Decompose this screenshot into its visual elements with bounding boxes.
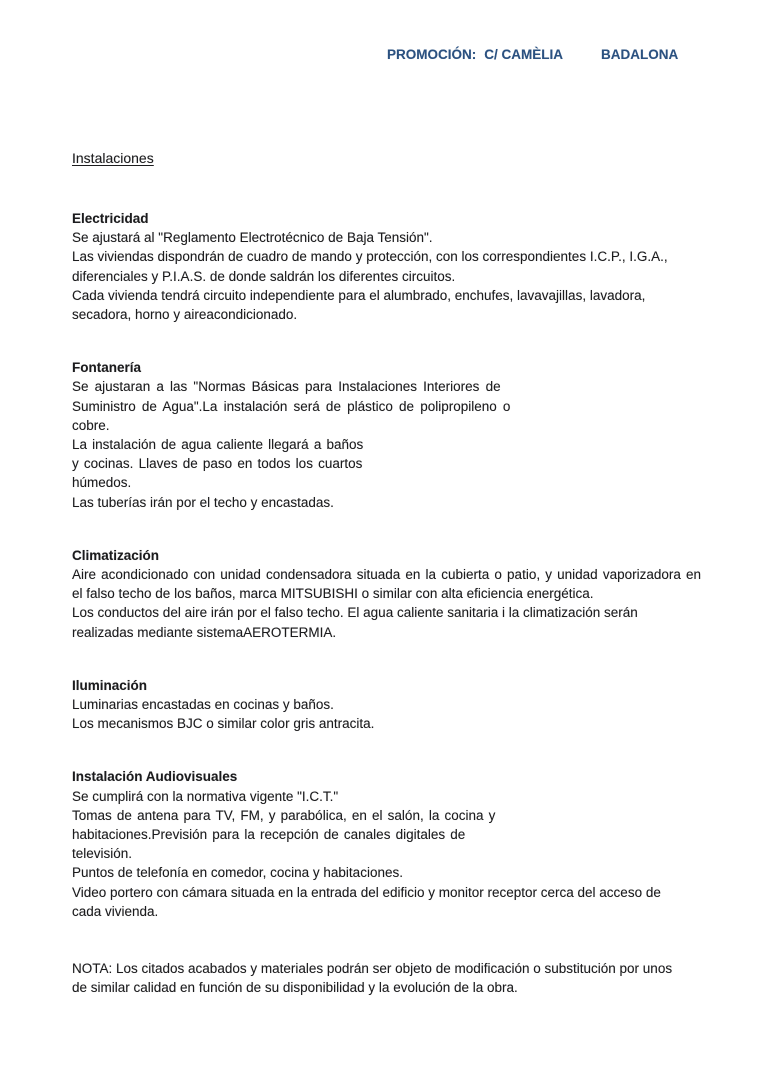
text-line: cada vivienda. [72,903,159,919]
text-line: el falso techo de los baños, marca MITSUBISHI o similar con alta eficiencia energética. [72,586,594,602]
promotion-label: PROMOCIÓN: [387,47,477,62]
text-line: Los mecanismos BJC o similar color gris antracita. [72,716,375,732]
text-line: Se cumplirá con la normativa vigente "I.C.T." [72,788,339,804]
document-title: Instalaciones [72,150,154,166]
section-instalacion-audiovisuales [72,767,745,921]
text-line: Las tuberías irán por el techo y encastadas. [72,494,334,510]
text-line: Se ajustará al "Reglamento Electrotécnico de Baja Tensión". [72,230,433,246]
text-line: televisión. [72,846,133,862]
section-electricidad [72,209,745,324]
text-line: diferenciales y P.I.A.S. de donde saldrán los diferentes circuitos. [72,268,456,284]
text-line: La instalación de agua caliente llegará a baños [72,437,364,453]
text-line: Los conductos del aire irán por el falso techo. El agua caliente sanitaria i la climatización serán [72,605,638,621]
text-line: NOTA: Los citados acabados y materiales podrán ser objeto de modificación o substitución por unos [72,961,673,977]
text-line: Cada vivienda tendrá circuito independiente para el alumbrado, enchufes, lavavajillas, lavadora, [72,287,646,303]
promotion-street: C/ CAMÈLIA [484,47,563,62]
section-iluminacion [72,676,745,734]
text-line: Puntos de telefonía en comedor, cocina y habitaciones. [72,865,403,881]
text-line: secadora, horno y aireacondicionado. [72,307,298,323]
document-header [387,46,745,63]
text-line: Luminarias encastadas en cocinas y baños. [72,697,334,713]
text-line: Suministro de Agua".La instalación será de plástico de polipropileno o [72,398,511,414]
text-line: Aire acondicionado con unidad condensadora situada en la cubierta o patio, y unidad vaporizadora en [72,567,702,583]
section-heading: Electricidad [72,211,149,226]
text-line: de similar calidad en función de su disponibilidad y la evolución de la obra. [72,980,518,996]
section-heading: Instalación Audiovisuales [72,769,238,785]
text-line: realizadas mediante sistemaAEROTERMIA. [72,624,337,640]
note-paragraph [72,959,745,997]
section-fontaneria [72,358,745,512]
text-line: Video portero con cámara situada en la entrada del edificio y monitor receptor cerca del acceso de [72,884,661,900]
text-line: Tomas de antena para TV, FM, y parabólica, en el salón, la cocina y [72,807,496,823]
section-heading: Fontanería [72,360,142,376]
section-heading: Climatización [72,547,160,563]
text-line: Se ajustaran a las "Normas Básicas para Instalaciones Interiores de [72,379,501,395]
text-line: Las viviendas dispondrán de cuadro de mando y protección, con los correspondientes I.C.P., I.G.A., [72,249,668,265]
text-line: húmedos. [72,475,132,491]
section-heading: Iluminación [72,677,148,693]
promotion-city: BADALONA [601,47,679,62]
section-climatizacion [72,546,745,642]
text-line: habitaciones.Previsión para la recepción de canales digitales de [72,827,466,843]
text-line: cobre. [72,417,110,433]
text-line: y cocinas. Llaves de paso en todos los cuartos [72,456,363,472]
